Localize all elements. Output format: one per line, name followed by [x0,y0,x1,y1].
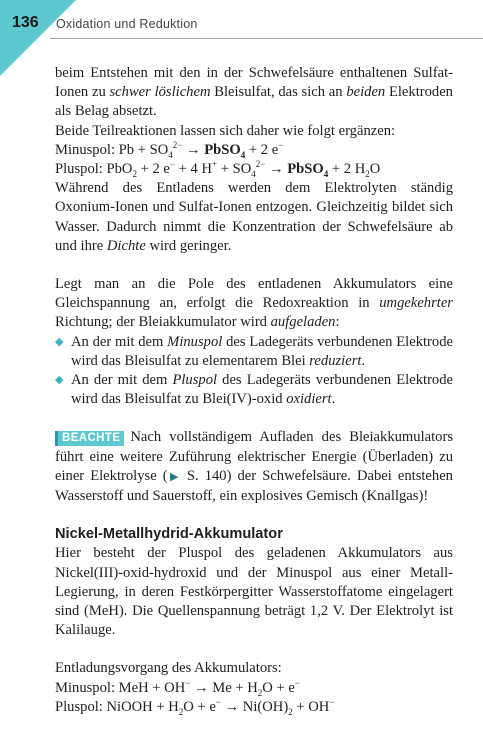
note-badge: BEACHTE [55,431,124,446]
paragraph-intro: beim Entstehen mit den in der Schwefelsäure enthaltenen Sulfat-Ionen zu schwer löslichem Bleisulfat, das sich an beiden Elektroden als Belag absetzt. [55,65,453,120]
equation-pluspol-lead: Pluspol: PbO$_2$ + 2 e− + 4 $H^+ + SO_4^{2-}$ → PbSO$_4$ + 2 $H_2O$ [55,159,381,179]
section-heading: Nickel-Metallhydrid-Akkumulator [55,526,283,543]
page-content [55,64,453,717]
section-paragraph: Hier besteht der Pluspol des geladenen Akkumulators aus Nickel(III)-oxid-hydroxid und der Minuspol aus einer Metall-Legierung, in deren Festkörpergitter Wasserstoffatome eingelagert sind (MeH). Die Quellenspannung beträgt 1,2 V. Der Elektrolyt ist Kalilauge. [55,545,453,639]
page-reference-arrow-icon: ▶ [167,470,181,483]
equation-pluspol-nimh: Pluspol: NiOOH + $H_2O + e^- \to Ni(OH)_2 + OH^-$ [55,697,335,717]
paragraph-lead-equations: Beide Teilreaktionen lassen sich daher wie folgt ergänzen: [55,122,396,139]
paragraph-charging: Legt man an die Pole des entladenen Akkumulators eine Gleichspannung an, erfolgt die Redoxreaktion in umgekehrter Richtung; der Bleiakkumulator wird aufgeladen: [55,276,453,331]
bullet-item: ◆ An der mit dem Pluspol des Ladegeräts verbundenen Elektrode wird das Bleisulfat zu Blei(IV)-oxid oxidiert. [55,372,453,408]
paragraph-discharge: Während des Entladens werden dem Elektrolyten ständig Oxonium-Ionen und Sulfat-Ionen entzogen. Gleichzeitig bildet sich Wasser. Dadurch nimmt die Konzentration der Schwefelsäure ab und ihre Dichte wird geringer. [55,180,453,254]
page-reference-link[interactable]: S. 140 [186,467,227,484]
note-paragraph: BEACHTE Nach vollständigem Aufladen des Bleiakkumulators führt eine weitere Zuführung elektrischer Energie (Überladen) zu einer Elektrolyse (▶ S. 140) der Schwefelsäure. Dabei entstehen Wasserstoff und Sauerstoff, ein explosives Gemisch (Knallgas)! [55,429,453,505]
chapter-title: Oxidation und Reduktion [56,17,198,31]
bullet-item: ◆ An der mit dem Minuspol des Ladegeräts verbundenen Elektrode wird das Bleisulfat zu elementarem Blei reduziert. [55,333,453,369]
diamond-bullet-icon: ◆ [55,374,64,387]
page-header [0,0,483,46]
page-number: 136 [12,14,39,31]
equation-minuspol-lead: Minuspol: $Pb + SO_4^{2-}$ → PbSO$_4$ + 2 e− [55,139,284,160]
diamond-bullet-icon: ◆ [55,335,64,348]
header-rule [50,38,483,39]
discharge-intro: Entladungsvorgang des Akkumulators: [55,660,282,677]
equation-minuspol-nimh: Minuspol: MeH + $OH^- \to Me + H_2O + e^-$ [55,677,300,698]
